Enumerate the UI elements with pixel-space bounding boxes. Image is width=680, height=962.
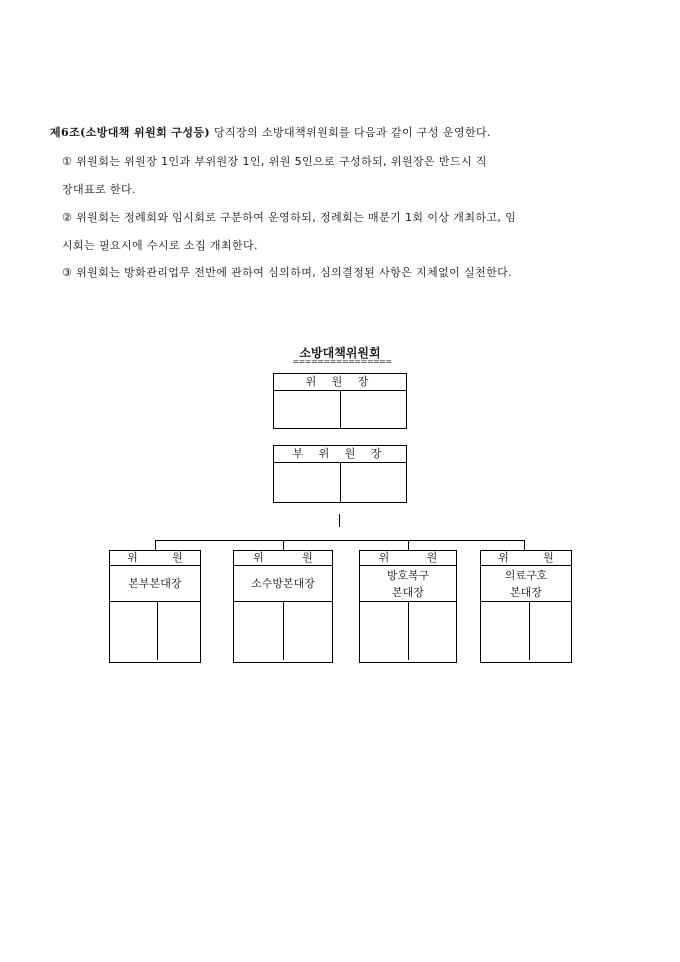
article-line-3: ② 위원회는 정례회와 임시회로 구분하여 운영하되, 정례회는 매분기 1회 이상 개최하고, 임 [62, 211, 517, 224]
article-line-2: 장대표로 한다. [62, 183, 136, 196]
member-role-2: 소수방본대장 [234, 566, 332, 602]
member-head-left-3: 위 [378, 551, 390, 564]
member-head-right-1: 원 [172, 551, 183, 564]
vice-chair-body [274, 463, 406, 503]
member-head-right-2: 원 [302, 551, 313, 564]
chair-box [273, 373, 407, 429]
connector-drop-1 [155, 540, 156, 550]
org-chart-title-underline: ================ [292, 358, 392, 366]
article-heading-rest: 당직장의 소방대책위원회를 다음과 같이 구성 운영한다. [210, 126, 491, 139]
member-divider-1 [157, 602, 158, 660]
chair-label: 위 원 장 [274, 374, 406, 391]
member-body-4 [481, 602, 571, 660]
member-box-1 [109, 550, 201, 663]
connector-drop-2 [283, 540, 284, 550]
article-heading: 제6조(소방대책 위원회 구성등) [50, 126, 211, 139]
member-head-right-3: 원 [426, 551, 438, 564]
member-head-3 [360, 551, 456, 566]
member-box-4 [480, 550, 572, 663]
member-head-left-2: 위 [253, 551, 264, 564]
member-divider-3 [408, 602, 409, 660]
article-line-5: ③ 위원회는 방화관리업무 전반에 관하여 심의하며, 심의결정된 사항은 지체없이 실천한다. [62, 266, 513, 279]
chair-body [274, 391, 406, 429]
member-role-3: 방호복구 본대장 [360, 566, 456, 602]
vice-chair-divider [340, 463, 341, 503]
article-line-4: 시회는 필요시에 수시로 소집 개최한다. [62, 239, 258, 252]
member-body-3 [360, 602, 456, 660]
member-box-2 [233, 550, 333, 663]
org-chart-title: 소방대책위원회 [299, 346, 381, 360]
connector-drop-4 [524, 540, 525, 550]
vice-chair-box [273, 445, 407, 503]
member-head-1 [110, 551, 200, 566]
article-line-1: ① 위원회는 위원장 1인과 부위원장 1인, 위원 5인으로 구성하되, 위원장은 반드시 직 [62, 155, 487, 168]
member-head-2 [234, 551, 332, 566]
member-head-right-4: 원 [543, 551, 554, 564]
article-heading-line [50, 124, 491, 140]
vice-chair-label: 부 위 원 장 [274, 446, 406, 463]
member-role-1: 본부본대장 [110, 566, 200, 602]
member-divider-2 [283, 602, 284, 660]
member-head-left-4: 위 [498, 551, 509, 564]
connector-horizontal [155, 540, 525, 541]
member-divider-4 [529, 602, 530, 660]
member-box-3 [359, 550, 457, 663]
connector-vertical-main [339, 514, 340, 527]
member-body-1 [110, 602, 200, 660]
member-head-left-1: 위 [127, 551, 138, 564]
member-role-4: 의료구호 본대장 [481, 566, 571, 602]
member-body-2 [234, 602, 332, 660]
member-head-4 [481, 551, 571, 566]
chair-divider [340, 391, 341, 429]
connector-drop-3 [408, 540, 409, 550]
